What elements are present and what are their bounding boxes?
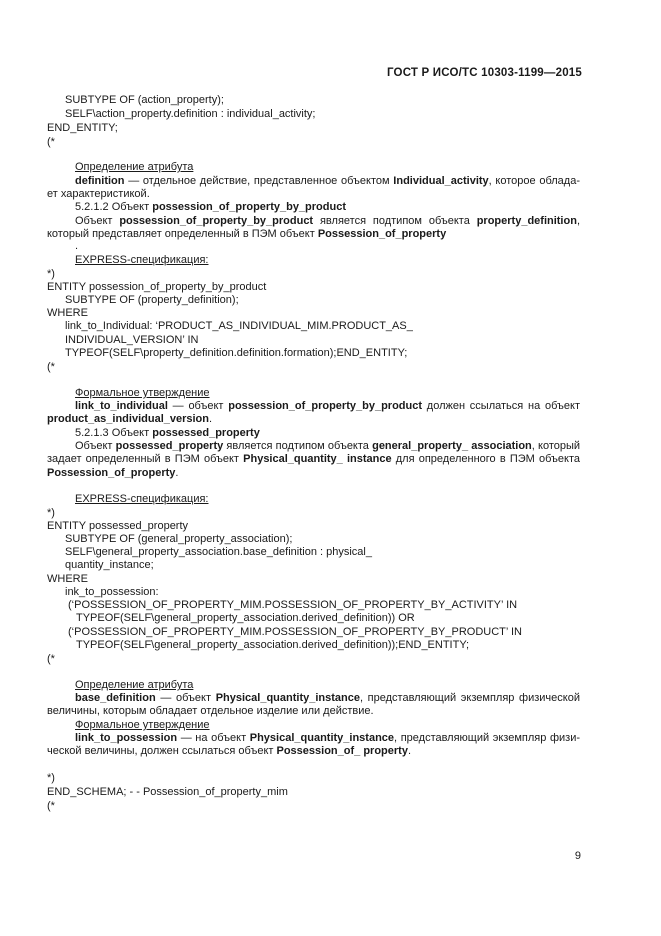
formal-statement-heading: Формальное утверждение: [75, 387, 210, 399]
text-span: , которое облада-: [488, 175, 580, 187]
term-bold: possession_of_property_by_product: [119, 215, 314, 227]
term-bold: definition: [75, 175, 125, 187]
code-line: TYPEOF(SELF\property_definition.definition.formation);END_ENTITY;: [65, 347, 408, 359]
express-spec-heading: EXPRESS-спецификация:: [75, 254, 209, 266]
code-line: ENTITY possessed_property: [47, 520, 189, 532]
term-bold: Physical_quantity_ instance: [243, 453, 392, 465]
term-bold: link_to_possession: [75, 732, 178, 744]
text-span: для определенного в ПЭМ объекта: [391, 453, 580, 465]
text-span: ческой величины, должен ссылаться объект: [47, 745, 277, 757]
code-line: TYPEOF(SELF\general_property_association.derived_definition));END_ENTITY;: [76, 639, 470, 651]
term-bold: possessed_property: [115, 440, 224, 452]
paragraph-continuation: [47, 453, 580, 466]
text-span: .: [209, 413, 213, 425]
term-bold: Physical_quantity_instance: [249, 732, 395, 744]
paragraph-continuation: [47, 745, 411, 758]
paragraph: [75, 692, 580, 705]
term-bold: general_property_ association: [372, 440, 532, 452]
text-span: является подтипом объекта: [223, 440, 373, 452]
paragraph: [75, 215, 580, 228]
text-span: который представляет определенный в ПЭМ объект: [47, 228, 318, 240]
term-bold: Physical_quantity_instance: [215, 692, 360, 704]
code-line: (‘POSSESSION_OF_PROPERTY_MIM.POSSESSION_OF_PROPERTY_BY_PRODUCT’ IN: [68, 626, 522, 638]
code-line: WHERE: [47, 573, 88, 585]
code-line: (*: [47, 136, 55, 148]
code-line: *): [47, 268, 55, 280]
term-bold: property_definition: [476, 215, 577, 227]
section-title: possessed_property: [152, 427, 260, 439]
paragraph-continuation: [47, 413, 212, 426]
code-line: ink_to_possession:: [65, 586, 159, 598]
section-title: possession_of_property_by_product: [152, 201, 346, 213]
paragraph: [75, 440, 580, 453]
text-span: — объект: [155, 692, 216, 704]
section-heading-5-2-1-3: [75, 427, 260, 440]
code-line: SUBTYPE OF (general_property_association);: [65, 533, 293, 545]
text-span: — на объект: [177, 732, 250, 744]
code-line: WHERE: [47, 307, 88, 319]
term-bold: Possession_of_ property: [276, 745, 408, 757]
code-line: (*: [47, 653, 55, 665]
text-span: должен ссылаться на объект: [422, 400, 580, 412]
code-line: SELF\general_property_association.base_definition : physical_: [65, 546, 372, 558]
term-bold: product_as_individual_version: [47, 413, 209, 425]
page-number: 9: [574, 850, 581, 862]
term-bold: link_to_individual: [75, 400, 168, 412]
text-span: , представляющий экземпляр физической: [359, 692, 580, 704]
code-line: (‘POSSESSION_OF_PROPERTY_MIM.POSSESSION_OF_PROPERTY_BY_ACTIVITY’ IN: [68, 599, 518, 611]
code-line: SELF\action_property.definition : individual_activity;: [65, 108, 316, 120]
paragraph-continuation: [47, 467, 178, 480]
code-line: ENTITY possession_of_property_by_product: [47, 281, 267, 293]
code-line: END_SCHEMA; - - Possession_of_property_mim: [47, 786, 288, 798]
text-span: .: [407, 745, 411, 757]
term-bold: Possession_of_property: [47, 467, 176, 479]
term-bold: Individual_activity: [393, 175, 489, 187]
paragraph: [75, 732, 580, 745]
code-line: *): [47, 507, 55, 519]
section-number: 5.2.1.3 Объект: [75, 427, 153, 439]
text-span: задает определенный в ПЭМ объект: [47, 453, 244, 465]
code-line: INDIVIDUAL_VERSION’ IN: [65, 334, 199, 346]
paragraph-continuation: величины, которым обладает отдельное изделие или действие.: [47, 705, 374, 717]
code-line: SUBTYPE OF (property_definition);: [65, 294, 239, 306]
page-header-standard-id: ГОСТ Р ИСО/ТС 10303-1199—2015: [386, 67, 582, 79]
code-line: SUBTYPE OF (action_property);: [65, 94, 224, 106]
text-span: , представляющий экземпляр физи-: [394, 732, 581, 744]
term-bold: base_definition: [75, 692, 156, 704]
definition-paragraph: [75, 175, 580, 188]
section-number: 5.2.1.2 Объект: [75, 201, 153, 213]
attribute-definition-heading: Определение атрибута: [75, 161, 194, 173]
formal-statement-heading: Формальное утверждение: [75, 719, 210, 731]
text-span: — отдельное действие, представленное объектом: [124, 175, 394, 187]
code-line: END_ENTITY;: [47, 122, 118, 134]
dot: .: [75, 240, 79, 252]
paragraph: [75, 400, 580, 413]
term-bold: Possession_of_property: [317, 228, 447, 240]
express-spec-heading: EXPRESS-спецификация:: [75, 493, 209, 505]
text-span: Объект: [75, 440, 116, 452]
text-span: Объект: [75, 215, 120, 227]
code-line: (*: [47, 361, 55, 373]
attribute-definition-heading: Определение атрибута: [75, 679, 194, 691]
code-line: TYPEOF(SELF\general_property_association.derived_definition)) OR: [76, 612, 415, 624]
code-line: quantity_instance;: [65, 559, 154, 571]
section-heading-5-2-1-2: [75, 201, 346, 214]
text-span: является подтипом объекта: [313, 215, 477, 227]
text-span: .: [175, 467, 179, 479]
text-span: — объект: [167, 400, 229, 412]
text-span: , который: [531, 440, 581, 452]
term-bold: possession_of_property_by_product: [228, 400, 423, 412]
code-line: (*: [47, 800, 55, 812]
paragraph-continuation: [47, 228, 446, 241]
code-line: link_to_Individual: ‘PRODUCT_AS_INDIVIDUAL_MIM.PRODUCT_AS_: [65, 320, 413, 332]
text-span: ,: [576, 215, 580, 227]
paragraph-continuation: ет характеристикой.: [47, 188, 150, 200]
code-line: *): [47, 772, 55, 784]
